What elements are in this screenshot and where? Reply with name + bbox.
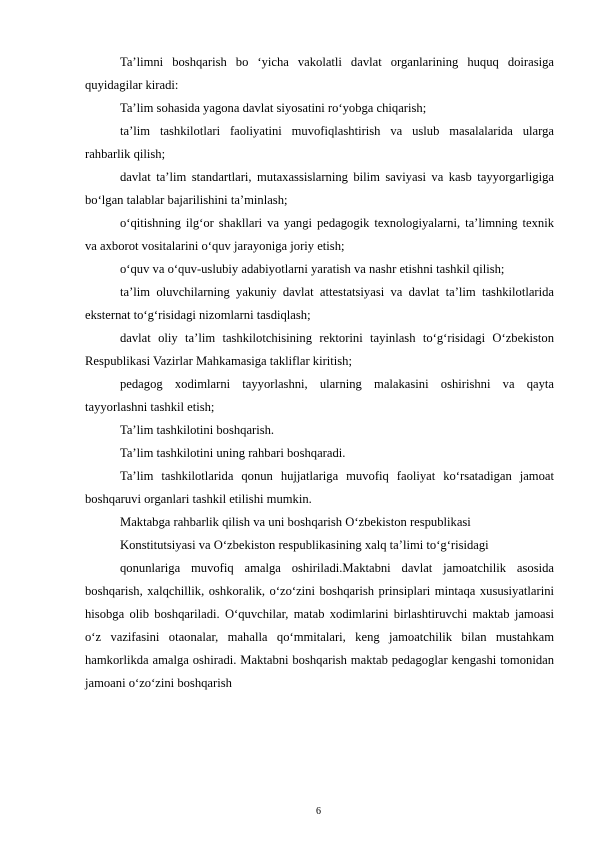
paragraph: Ta’limni boshqarish bo ‘yicha vakolatli davlat organlarining huquq doirasiga quyidagilar kiradi: [85,55,554,92]
paragraph: ta’lim oluvchilarning yakuniy davlat attestatsiyasi va davlat ta’lim tashkilotlarida eksternat to‘g‘risidagi nizomlarni tasdiqlash; [85,285,554,322]
paragraph: Ta’lim tashkilotini boshqarish. [120,423,275,437]
paragraph: Maktabga rahbarlik qilish va uni boshqarish O‘zbekiston respublikasi [120,515,471,529]
paragraph: Ta’lim sohasida yagona davlat siyosatini ro‘yobga chiqarish; [120,101,427,115]
paragraph: pedagog xodimlarni tayyorlashni, ularning malakasini oshirishni va qayta tayyorlashni tashkil etish; [85,377,554,414]
paragraph: ta’lim tashkilotlari faoliyatini muvofiqlashtirish va uslub masalalarida ularga rahbarlik qilish; [85,124,554,161]
paragraph: Ta’lim tashkilotini uning rahbari boshqaradi. [120,446,346,460]
page-number: 6 [316,806,321,817]
paragraph: qonunlariga muvofiq amalga oshiriladi.Maktabni davlat jamoatchilik asosida boshqarish, xalqchillik, oshkoralik, o‘zo‘zini boshqarish prinsiplari mintaqa xususiyatlarini hisobga olib boshqariladi. O‘quvchilar, matab xodimlarini birlashtiruvchi maktab jamoasi o‘z vazifasini otaonalar, mahalla qo‘mmitalari, keng jamoatchilik bilan mustahkam hamkorlikda amalga oshiradi. Maktabni boshqarish maktab pedagoglar kengashi tomonidan jamoani o‘zo‘zini boshqarish [85,561,554,690]
paragraph: davlat oliy ta’lim tashkilotchisining rektorini tayinlash to‘g‘risidagi O‘zbekiston Respublikasi Vazirlar Mahkamasiga takliflar kiritish; [85,331,554,368]
paragraph: o‘quv va o‘quv-uslubiy adabiyotlarni yaratish va nashr etishni tashkil qilish; [120,262,505,276]
paragraph: Konstitutsiyasi va O‘zbekiston respublikasining xalq ta’limi to‘g‘risidagi [120,538,489,552]
body-text [85,51,554,695]
paragraph: Ta’lim tashkilotlarida qonun hujjatlariga muvofiq faoliyat ko‘rsatadigan jamoat boshqaruvi organlari tashkil etilishi mumkin. [85,469,554,506]
paragraph: davlat ta’lim standartlari, mutaxassislarning bilim saviyasi va kasb tayyorgarligiga bo‘lgan talablar bajarilishini ta’minlash; [85,170,554,207]
paragraph: o‘qitishning ilg‘or shakllari va yangi pedagogik texnologiyalarni, ta’limning texnik va axborot vositalarini o‘quv jarayoniga joriy etish; [85,216,554,253]
